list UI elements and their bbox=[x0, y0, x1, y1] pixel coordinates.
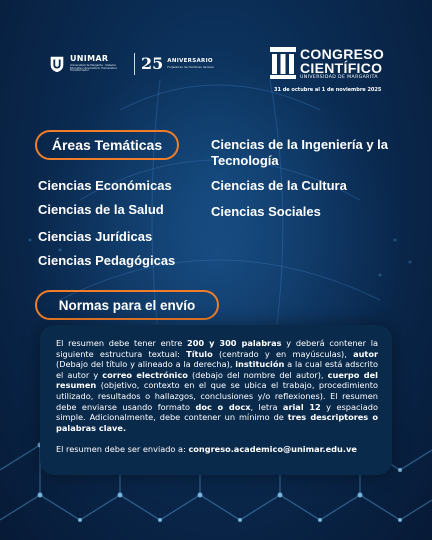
area-item: Ciencias Sociales bbox=[211, 204, 321, 219]
congress-dates: 31 de octubre al 1 de noviembre 2025 bbox=[274, 86, 382, 93]
area-item: Ciencias de la Salud bbox=[38, 202, 164, 217]
area-item: Ciencias Económicas bbox=[38, 178, 172, 193]
area-item: Ciencias Pedagógicas bbox=[38, 253, 176, 268]
unimar-name: UNIMAR bbox=[70, 54, 109, 64]
unimar-subtitle: Universidad de Margarita · Sistema Educativo Universitario Humanístico Transformador bbox=[70, 64, 118, 73]
header-left-logos bbox=[48, 53, 214, 75]
congress-logo-block bbox=[270, 47, 384, 93]
area-item: Ciencias Jurídicas bbox=[38, 229, 153, 244]
normas-paragraph: El resumen debe tener entre 200 y 300 palabras y deberá contener la siguiente estructura textual: Título (centrado y en mayúsculas), autor (Debajo del título y alineado a la derecha), institución a la cual está adscrito el autor y correo electrónico (debajo del nombre del autor), cuerpo del resumen (objetivo, contexto en el que se ubica el trabajo, procedimiento utilizado, resultados o hallazgos, conclusiones y/o reflexiones). El resumen debe enviarse usando formato doc o docx, letra arial 12 y espaciado simple. Adicionalmente, debe contener un mínimo de tres descriptores o palabras clave. bbox=[56, 338, 379, 433]
anniversary-subtitle: Forjadores de hombres de bien bbox=[167, 65, 214, 70]
congress-title-line2: CIENTÍFICO bbox=[300, 60, 383, 76]
anniversary-title: ANIVERSARIO bbox=[167, 57, 213, 64]
email-label: El resumen debe ser enviado a: bbox=[56, 444, 189, 455]
unimar-shield-icon bbox=[48, 55, 66, 73]
area-item: Ciencias de la Ingeniería y la Tecnología bbox=[211, 137, 389, 168]
email-address: congreso.academico@unimar.edu.ve bbox=[188, 444, 357, 455]
congress-title-line1: CONGRESO bbox=[300, 46, 385, 62]
areas-title-pill: Áreas Temáticas bbox=[35, 130, 179, 160]
area-item: Ciencias de la Cultura bbox=[211, 178, 347, 193]
header-separator bbox=[134, 53, 135, 75]
normas-title-pill: Normas para el envío bbox=[35, 290, 219, 320]
congress-building-icon bbox=[270, 47, 296, 79]
anniversary-number: 25 bbox=[141, 54, 164, 73]
normas-box bbox=[40, 325, 392, 475]
normas-email-line bbox=[56, 444, 378, 454]
congress-university: UNIVERSIDAD DE MARGARITA bbox=[300, 75, 378, 80]
